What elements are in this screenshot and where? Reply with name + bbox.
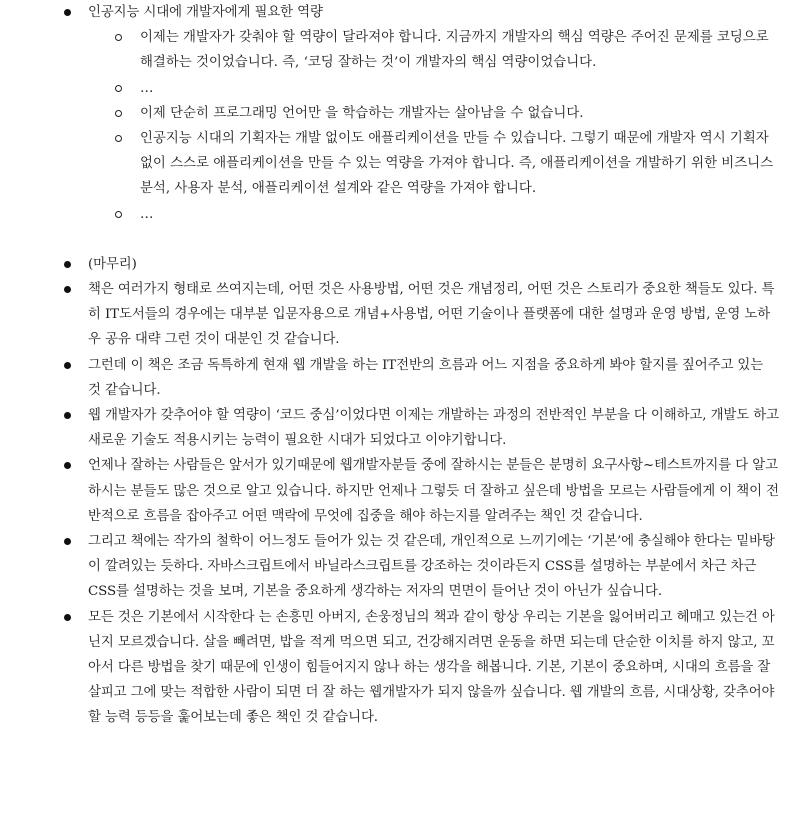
bullet-icon (64, 538, 71, 545)
sub-list-item (0, 25, 800, 75)
sub-item-text: … (140, 80, 154, 96)
blank-line (0, 227, 800, 252)
list-item-text: (마무리) (88, 256, 137, 272)
hollow-bullet-icon (115, 110, 122, 117)
list-item-text: 모든 것은 기본에서 시작한다 는 손흥민 아버지, 손웅정님의 책과 같이 항상 우리는 기본을 잃어버리고 헤매고 있는건 아닌지 모르겠습니다. 살을 빼려면, 밥을 적게 먹으면 되고, 건강해지려면 운동을 하면 되는데 단순한 이치를 하지 않고, 꼬아서 다른 방법을 찾기 때문에 인생이 힘들어지지 않나 하는 생각을 해봅니다. 기본, 기본이 중요하며, 시대의 흐름을 잘 살피고 그에 맞는 적합한 사람이 되면 더 잘 하는 웹개발자가 되지 않을까 싶습니다. 웹 개발의 흐름, 시대상황, 갖추어야할 능력 등등을 훑어보는데 좋은 책인 것 같습니다. (88, 609, 775, 726)
bullet-icon (64, 362, 71, 369)
bullet-icon (64, 286, 71, 293)
bullet-icon (64, 614, 71, 621)
list-item-text: 책은 여러가지 형태로 쓰여지는데, 어떤 것은 사용방법, 어떤 것은 개념정리, 어떤 것은 스토리가 중요한 책들도 있다. 특히 IT도서들의 경우에는 대부분 입문자용으로 개념+사용법, 어떤 기술이나 플랫폼에 대한 설명과 운영 방법, 운영 노하우 공유 대략 그런 것이 대분인 것 같습니다. (88, 282, 775, 348)
sub-item-text: 이제는 개발자가 갖춰야 할 역량이 달라져야 합니다. 지금까지 개발자의 핵심 역량은 주어진 문제를 코딩으로 해결하는 것이었습니다. 즉, ‘코딩 잘하는 것’이 개발자의 핵심 역량이었습니다. (140, 30, 769, 71)
bullet-icon (64, 462, 71, 469)
list-item (0, 403, 800, 453)
sub-list-item (0, 101, 800, 126)
list-item-text: 언제나 잘하는 사람들은 앞서가 있기때문에 웹개발자분들 중에 잘하시는 분들은 분명히 요구사항~테스트까지를 다 알고 하시는 분들도 많은 것으로 알고 있습니다. 하지만 언제나 그렇듯 더 잘하고 싶은데 방법을 모르는 사람들에게 이 책이 전반적으로 흐름을 잡아주고 어떤 맥락에 무엇에 집중을 해야 하는지를 알려주는 책인 것 같습니다. (88, 458, 779, 524)
hollow-bullet-icon (115, 211, 122, 218)
list-item (0, 353, 800, 403)
list-item-text: 그런데 이 책은 조금 독특하게 현재 웹 개발을 하는 IT전반의 흐름과 어느 지점을 중요하게 봐야 할지를 짚어주고 있는 것 같습니다. (88, 357, 764, 398)
list-item (0, 0, 800, 25)
hollow-bullet-icon (115, 34, 122, 41)
bullet-icon (64, 9, 71, 16)
sub-item-text: 이제 단순히 프로그래밍 언어만 을 학습하는 개발자는 살아남을 수 없습니다. (140, 105, 584, 121)
bullet-list-section1 (0, 0, 800, 25)
bullet-icon (64, 261, 71, 268)
sub-item-text: 인공지능 시대의 기획자는 개발 없이도 애플리케이션을 만들 수 있습니다. 그렇기 때문에 개발자 역시 기획자 없이 스스로 애플리케이션을 만들 수 있는 역량을 가져야 합니다. 즉, 애플리케이션을 개발하기 위한 비즈니스 분석, 사용자 분석, 애플리케이션 설계와 같은 역량을 가져야 합니다. (140, 131, 773, 197)
list-item (0, 277, 800, 353)
sub-list-item (0, 76, 800, 101)
sub-item-text: … (140, 206, 154, 222)
list-item (0, 529, 800, 605)
list-item-text: 웹 개발자가 갖추어야 할 역량이 ‘코드 중심’이었다면 이제는 개발하는 과정의 전반적인 부분을 다 이해하고, 개발도 하고 새로운 기술도 적용시키는 능력이 필요한 시대가 되었다고 이야기합니다. (88, 408, 779, 449)
list-item-text: 그리고 책에는 작가의 철학이 어느정도 들어가 있는 것 같은데, 개인적으로 느끼기에는 ‘기본’에 충실해야 한다는 밑바탕이 깔려있는 듯하다. 자바스크립트에서 바닐라스크립트를 강조하는 것이라든지 CSS를 설명하는 부분에서 차근 차근 CSS를 설명하는 것을 보며, 기본을 중요하게 생각하는 저자의 면면이 들어난 것이 아닌가 싶습니다. (88, 534, 775, 600)
hollow-bullet-icon (115, 85, 122, 92)
hollow-bullet-icon (115, 135, 122, 142)
sub-list-item (0, 202, 800, 227)
bullet-icon (64, 412, 71, 419)
section-heading: 인공지능 시대에 개발자에게 필요한 역량 (88, 5, 323, 20)
list-item (0, 453, 800, 529)
sub-list-item (0, 126, 800, 202)
sub-bullet-list (0, 25, 800, 227)
list-item (0, 252, 800, 277)
list-item (0, 605, 800, 731)
bullet-list-section2 (0, 252, 800, 731)
